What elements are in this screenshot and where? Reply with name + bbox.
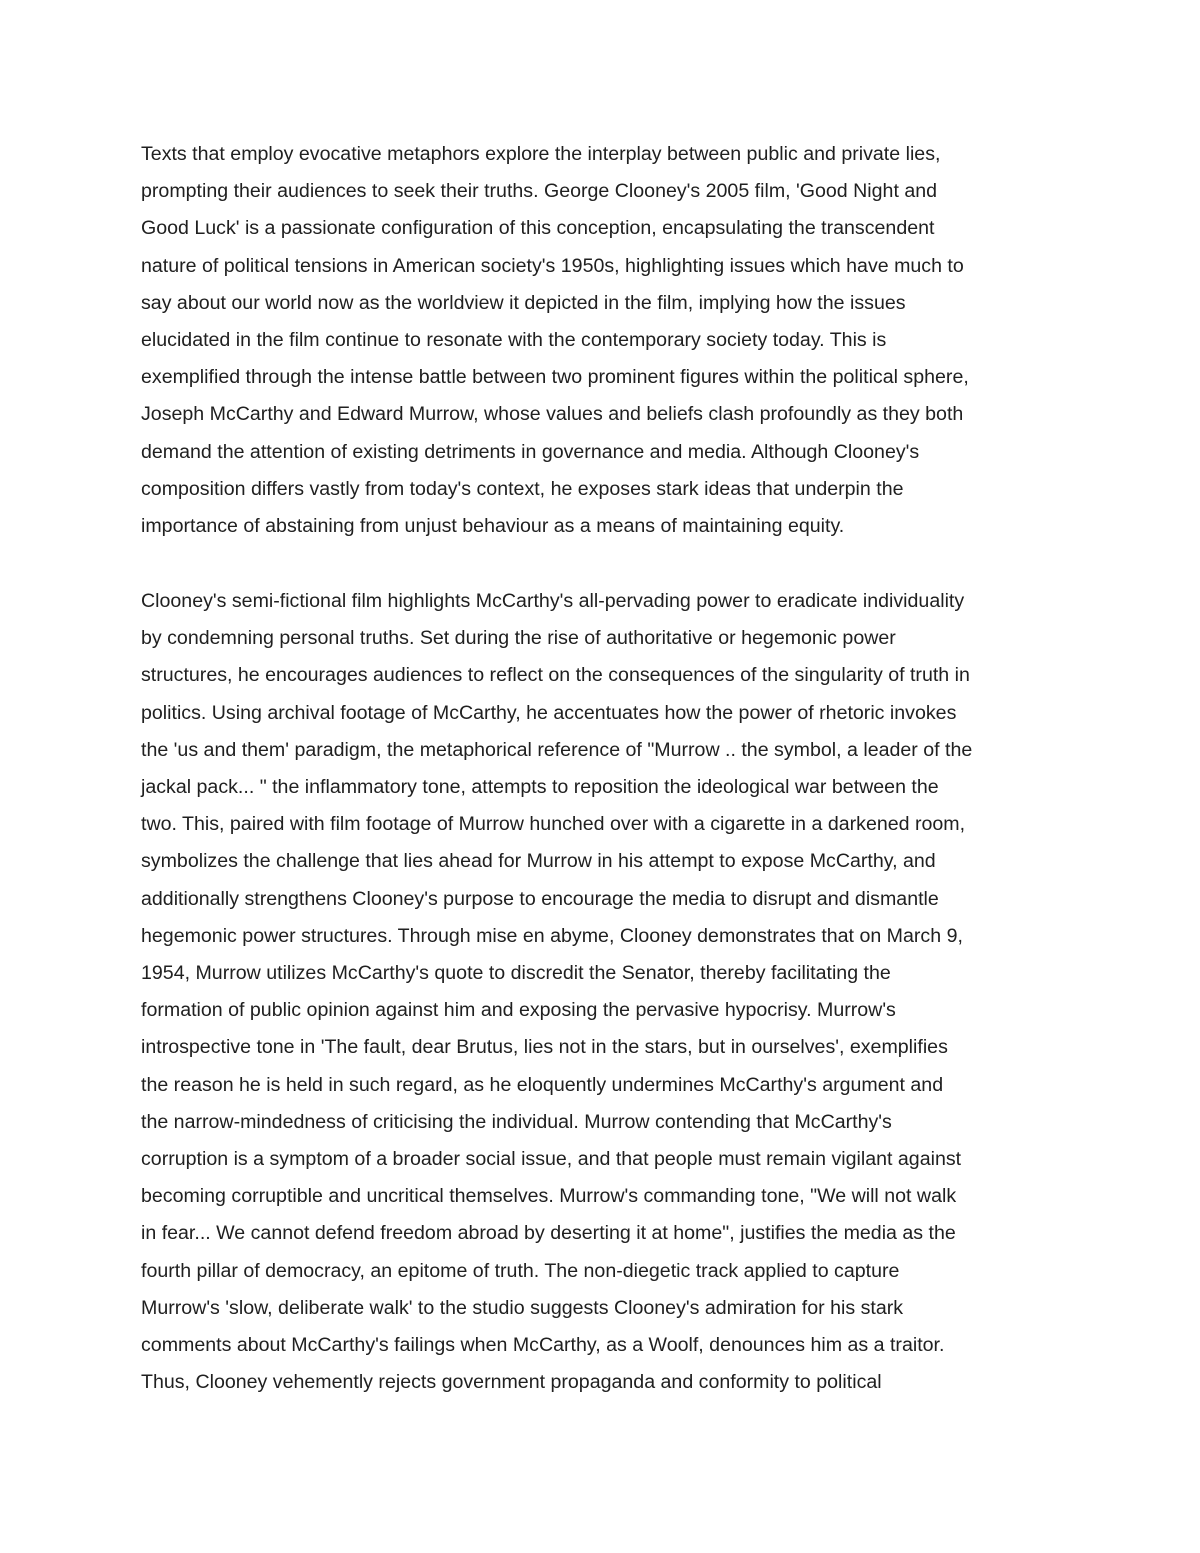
text-line: composition differs vastly from today's context, he exposes stark ideas that underpin the bbox=[141, 477, 904, 500]
text-line: additionally strengthens Clooney's purpose to encourage the media to disrupt and dismantle bbox=[141, 887, 939, 910]
text-line: corruption is a symptom of a broader social issue, and that people must remain vigilant against bbox=[141, 1148, 962, 1171]
text-line: Thus, Clooney vehemently rejects government propaganda and conformity to political bbox=[141, 1371, 882, 1394]
text-line: exemplified through the intense battle between two prominent figures within the political sphere, bbox=[141, 366, 969, 389]
text-line: comments about McCarthy's failings when McCarthy, as a Woolf, denounces him as a traitor. bbox=[141, 1334, 945, 1357]
text-line: say about our world now as the worldview it depicted in the film, implying how the issues bbox=[141, 291, 906, 314]
paragraph-body bbox=[141, 583, 1081, 1401]
text-line: politics. Using archival footage of McCarthy, he accentuates how the power of rhetoric invokes bbox=[141, 701, 957, 724]
text-line: Clooney's semi-fictional film highlights McCarthy's all-pervading power to eradicate individuality bbox=[141, 590, 965, 612]
text-line: symbolizes the challenge that lies ahead for Murrow in his attempt to expose McCarthy, and bbox=[141, 850, 936, 873]
text-line: in fear... We cannot defend freedom abroad by deserting it at home", justifies the media as the bbox=[141, 1222, 956, 1245]
text-line: Joseph McCarthy and Edward Murrow, whose values and beliefs clash profoundly as they both bbox=[141, 403, 964, 426]
text-line: formation of public opinion against him and exposing the pervasive hypocrisy. Murrow's bbox=[141, 999, 896, 1022]
text-line: the reason he is held in such regard, as he eloquently undermines McCarthy's argument and bbox=[141, 1073, 944, 1096]
text-line: structures, he encourages audiences to reflect on the consequences of the singularity of truth in bbox=[141, 664, 970, 687]
text-line: introspective tone in 'The fault, dear Brutus, lies not in the stars, but in ourselves', exemplifies bbox=[141, 1036, 948, 1059]
text-line: Texts that employ evocative metaphors explore the interplay between public and private lies, bbox=[141, 143, 941, 165]
text-line: elucidated in the film continue to resonate with the contemporary society today. This is bbox=[141, 329, 887, 352]
text-line: jackal pack... " the inflammatory tone, attempts to reposition the ideological war between the bbox=[141, 776, 939, 799]
text-line: hegemonic power structures. Through mise en abyme, Clooney demonstrates that on March 9, bbox=[141, 924, 963, 947]
text-line: nature of political tensions in American society's 1950s, highlighting issues which have much to bbox=[141, 254, 964, 277]
text-line: becoming corruptible and uncritical themselves. Murrow's commanding tone, "We will not walk bbox=[141, 1185, 957, 1208]
text-line: demand the attention of existing detriments in governance and media. Although Clooney's bbox=[141, 440, 920, 463]
text-line: importance of abstaining from unjust behaviour as a means of maintaining equity. bbox=[141, 515, 845, 538]
text-line: the narrow-mindedness of criticising the individual. Murrow contending that McCarthy's bbox=[141, 1110, 892, 1133]
text-line: prompting their audiences to seek their truths. George Clooney's 2005 film, 'Good Night and bbox=[141, 180, 938, 203]
text-line: 1954, Murrow utilizes McCarthy's quote to discredit the Senator, thereby facilitating the bbox=[141, 962, 891, 985]
text-line: fourth pillar of democracy, an epitome of truth. The non-diegetic track applied to capture bbox=[141, 1259, 900, 1282]
text-line: Good Luck' is a passionate configuration of this conception, encapsulating the transcendent bbox=[141, 217, 935, 240]
text-line: by condemning personal truths. Set during the rise of authoritative or hegemonic power bbox=[141, 627, 896, 650]
paragraph-introduction bbox=[141, 136, 1081, 545]
text-line: Murrow's 'slow, deliberate walk' to the studio suggests Clooney's admiration for his stark bbox=[141, 1296, 904, 1319]
text-line: two. This, paired with film footage of Murrow hunched over with a cigarette in a darkened room, bbox=[141, 813, 966, 836]
text-line: the 'us and them' paradigm, the metaphorical reference of "Murrow .. the symbol, a leader of the bbox=[141, 738, 973, 761]
